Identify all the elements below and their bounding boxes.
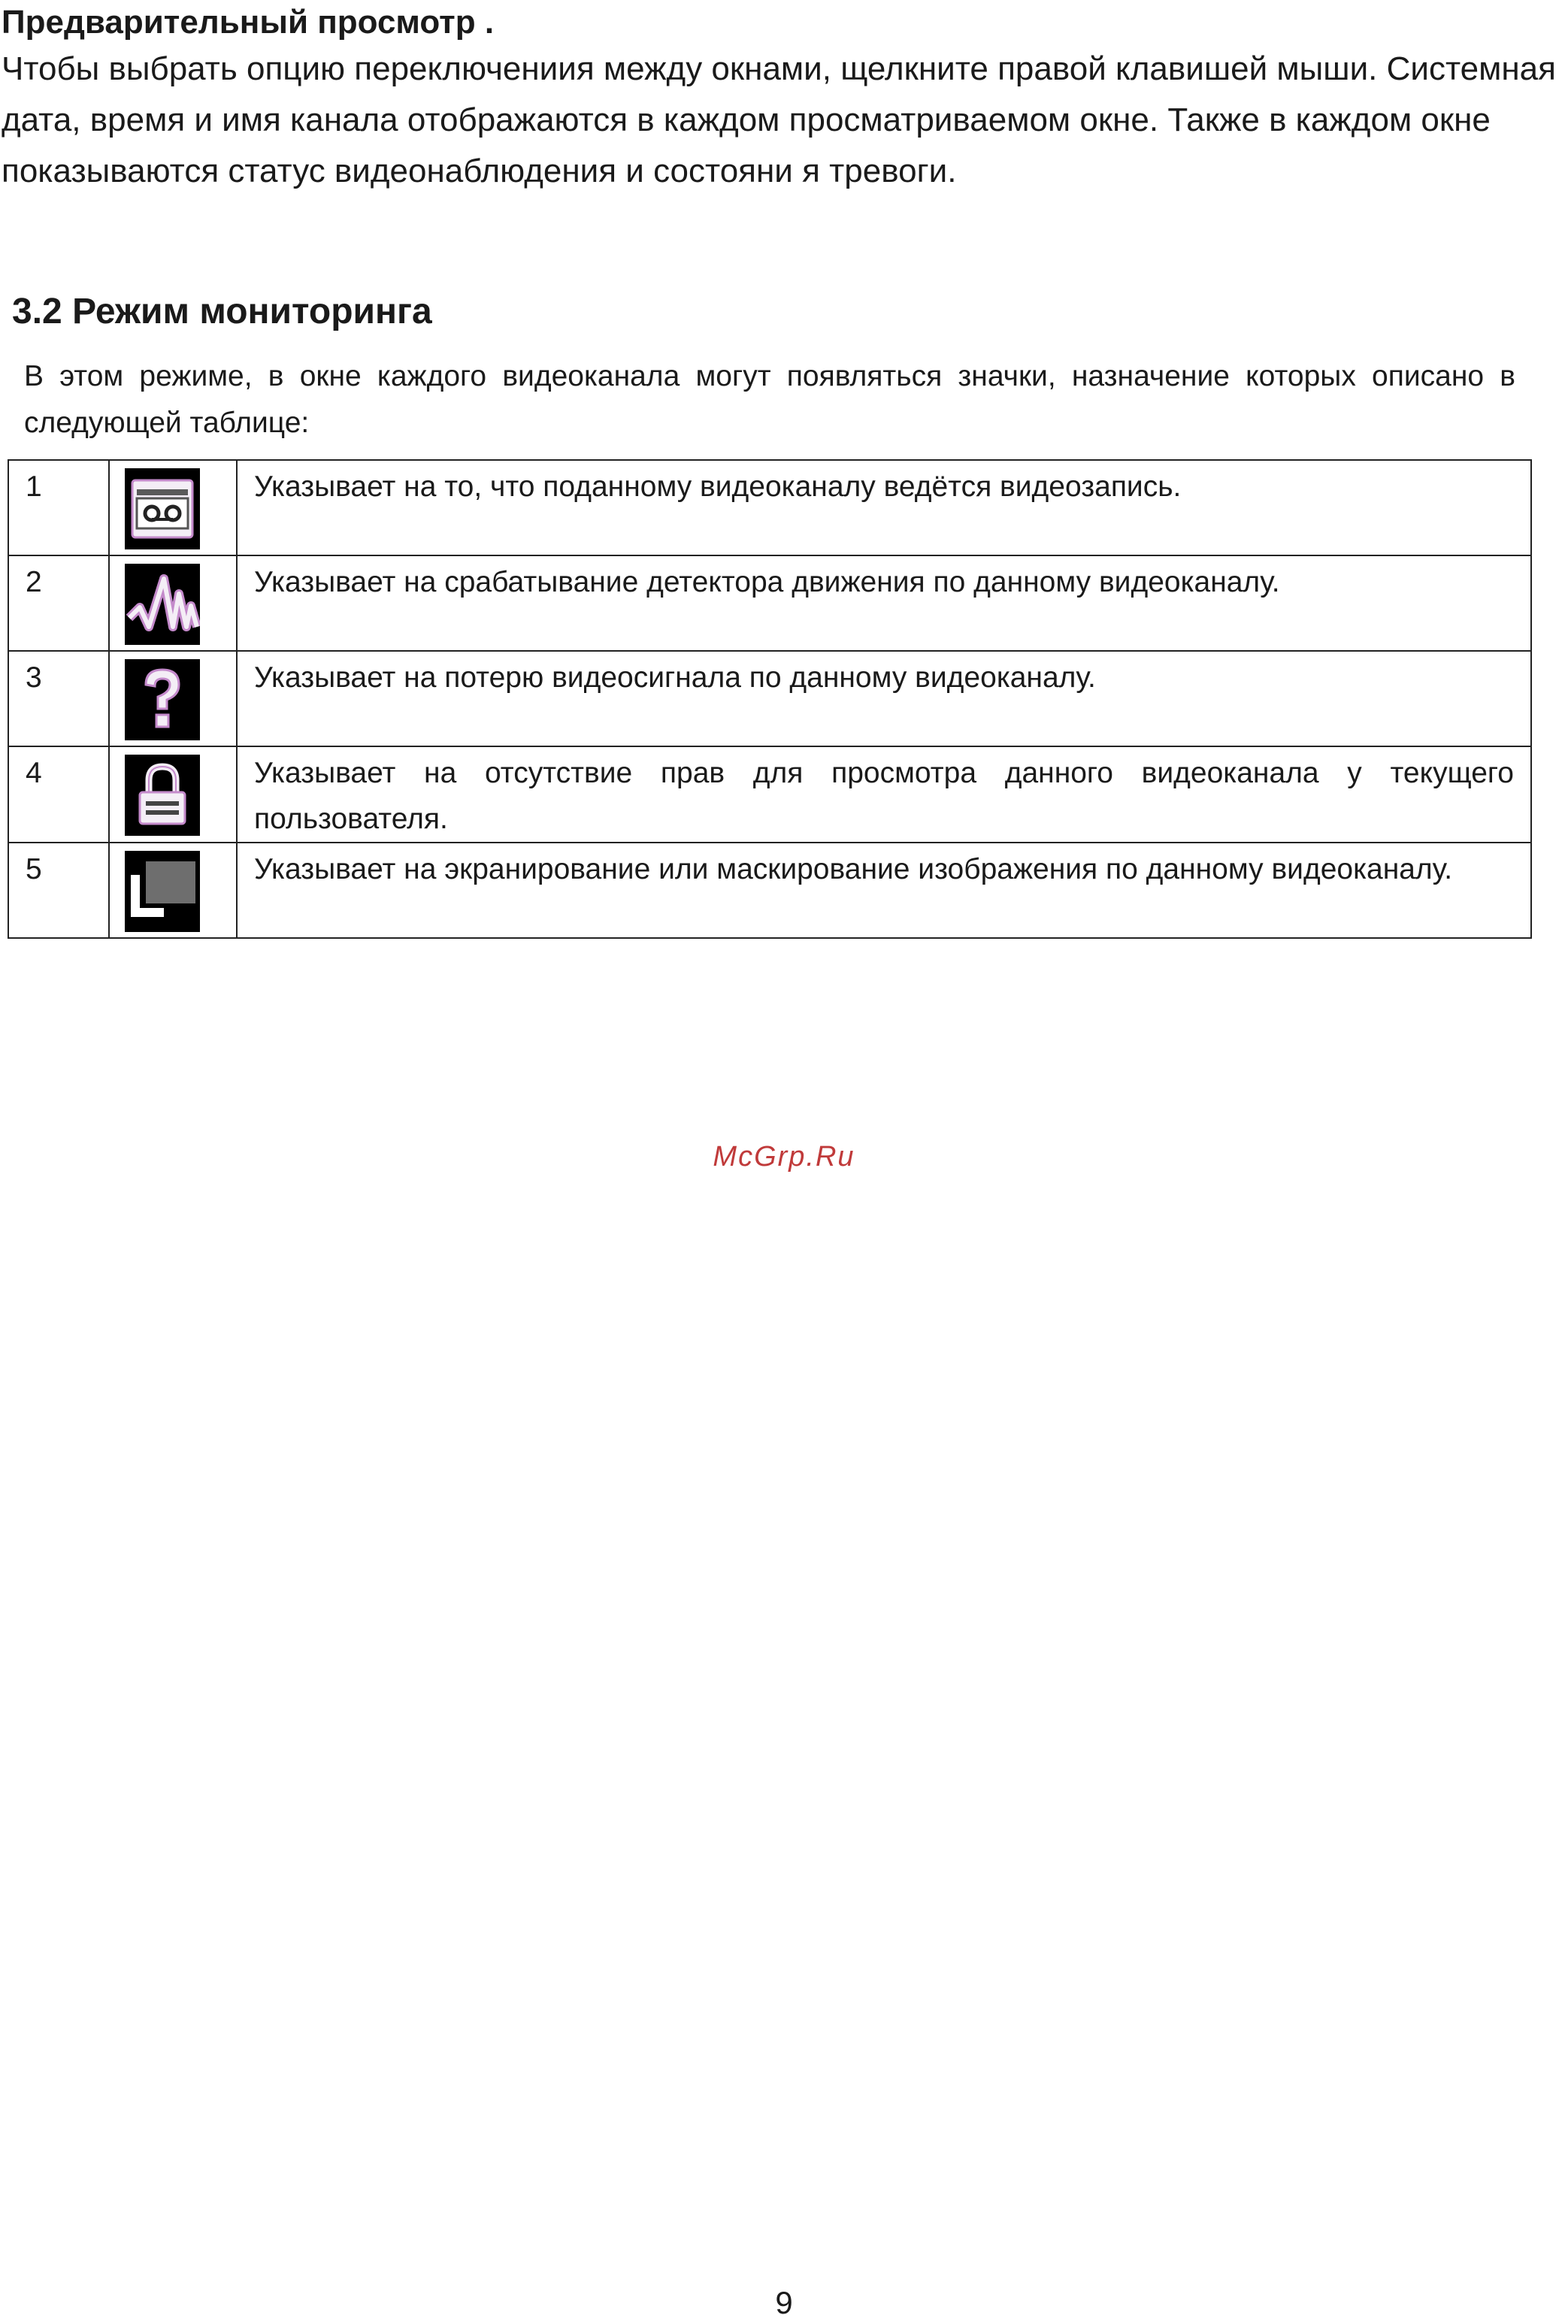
- record-icon: [125, 468, 200, 549]
- row-description: Указывает на то, что поданному видеоканалу ведётся видеозапись.: [237, 460, 1531, 555]
- table-row: [8, 555, 1531, 651]
- section-intro: В этом режиме, в окне каждого видеоканала могут появляться значки, назначение которых описано в следующей таблице:: [24, 360, 1515, 439]
- motion-detect-icon: [125, 564, 200, 645]
- row-number: 4: [8, 746, 109, 843]
- video-loss-icon: [125, 659, 200, 740]
- row-description: Указывает на потерю видеосигнала по данному видеоканалу.: [237, 651, 1531, 746]
- table-row: [8, 651, 1531, 746]
- preview-paragraph: Чтобы выбрать опцию переключениия между окнами, щелкните правой клавишей мыши. Системная дата, время и имя канала отображаются в каждом просматриваемом окне. Также в каждом окне показываются статус видеонаблюдения и состояни я тревоги.: [2, 50, 1556, 189]
- section-title: 3.2 Режим мониторинга: [12, 292, 432, 331]
- row-number: 1: [8, 460, 109, 555]
- page-number: 9: [775, 2285, 793, 2320]
- preview-block: [2, 2, 1566, 197]
- lock-icon: [125, 755, 200, 836]
- icon-table: [8, 459, 1532, 939]
- watermark: McGrp.Ru: [713, 1141, 855, 1173]
- row-number: 5: [8, 843, 109, 938]
- row-description: Указывает на отсутствие прав для просмотра данного видеоканала у текущего пользователя.: [237, 746, 1531, 843]
- table-row: [8, 746, 1531, 843]
- table-row: [8, 843, 1531, 938]
- preview-title: Предварительный просмотр .: [2, 4, 495, 41]
- row-description: Указывает на экранирование или маскирование изображения по данному видеоканалу.: [237, 843, 1531, 938]
- row-number: 3: [8, 651, 109, 746]
- row-description: Указывает на срабатывание детектора движения по данному видеоканалу.: [237, 555, 1531, 651]
- table-row: [8, 460, 1531, 555]
- row-number: 2: [8, 555, 109, 651]
- mask-icon: [125, 851, 200, 932]
